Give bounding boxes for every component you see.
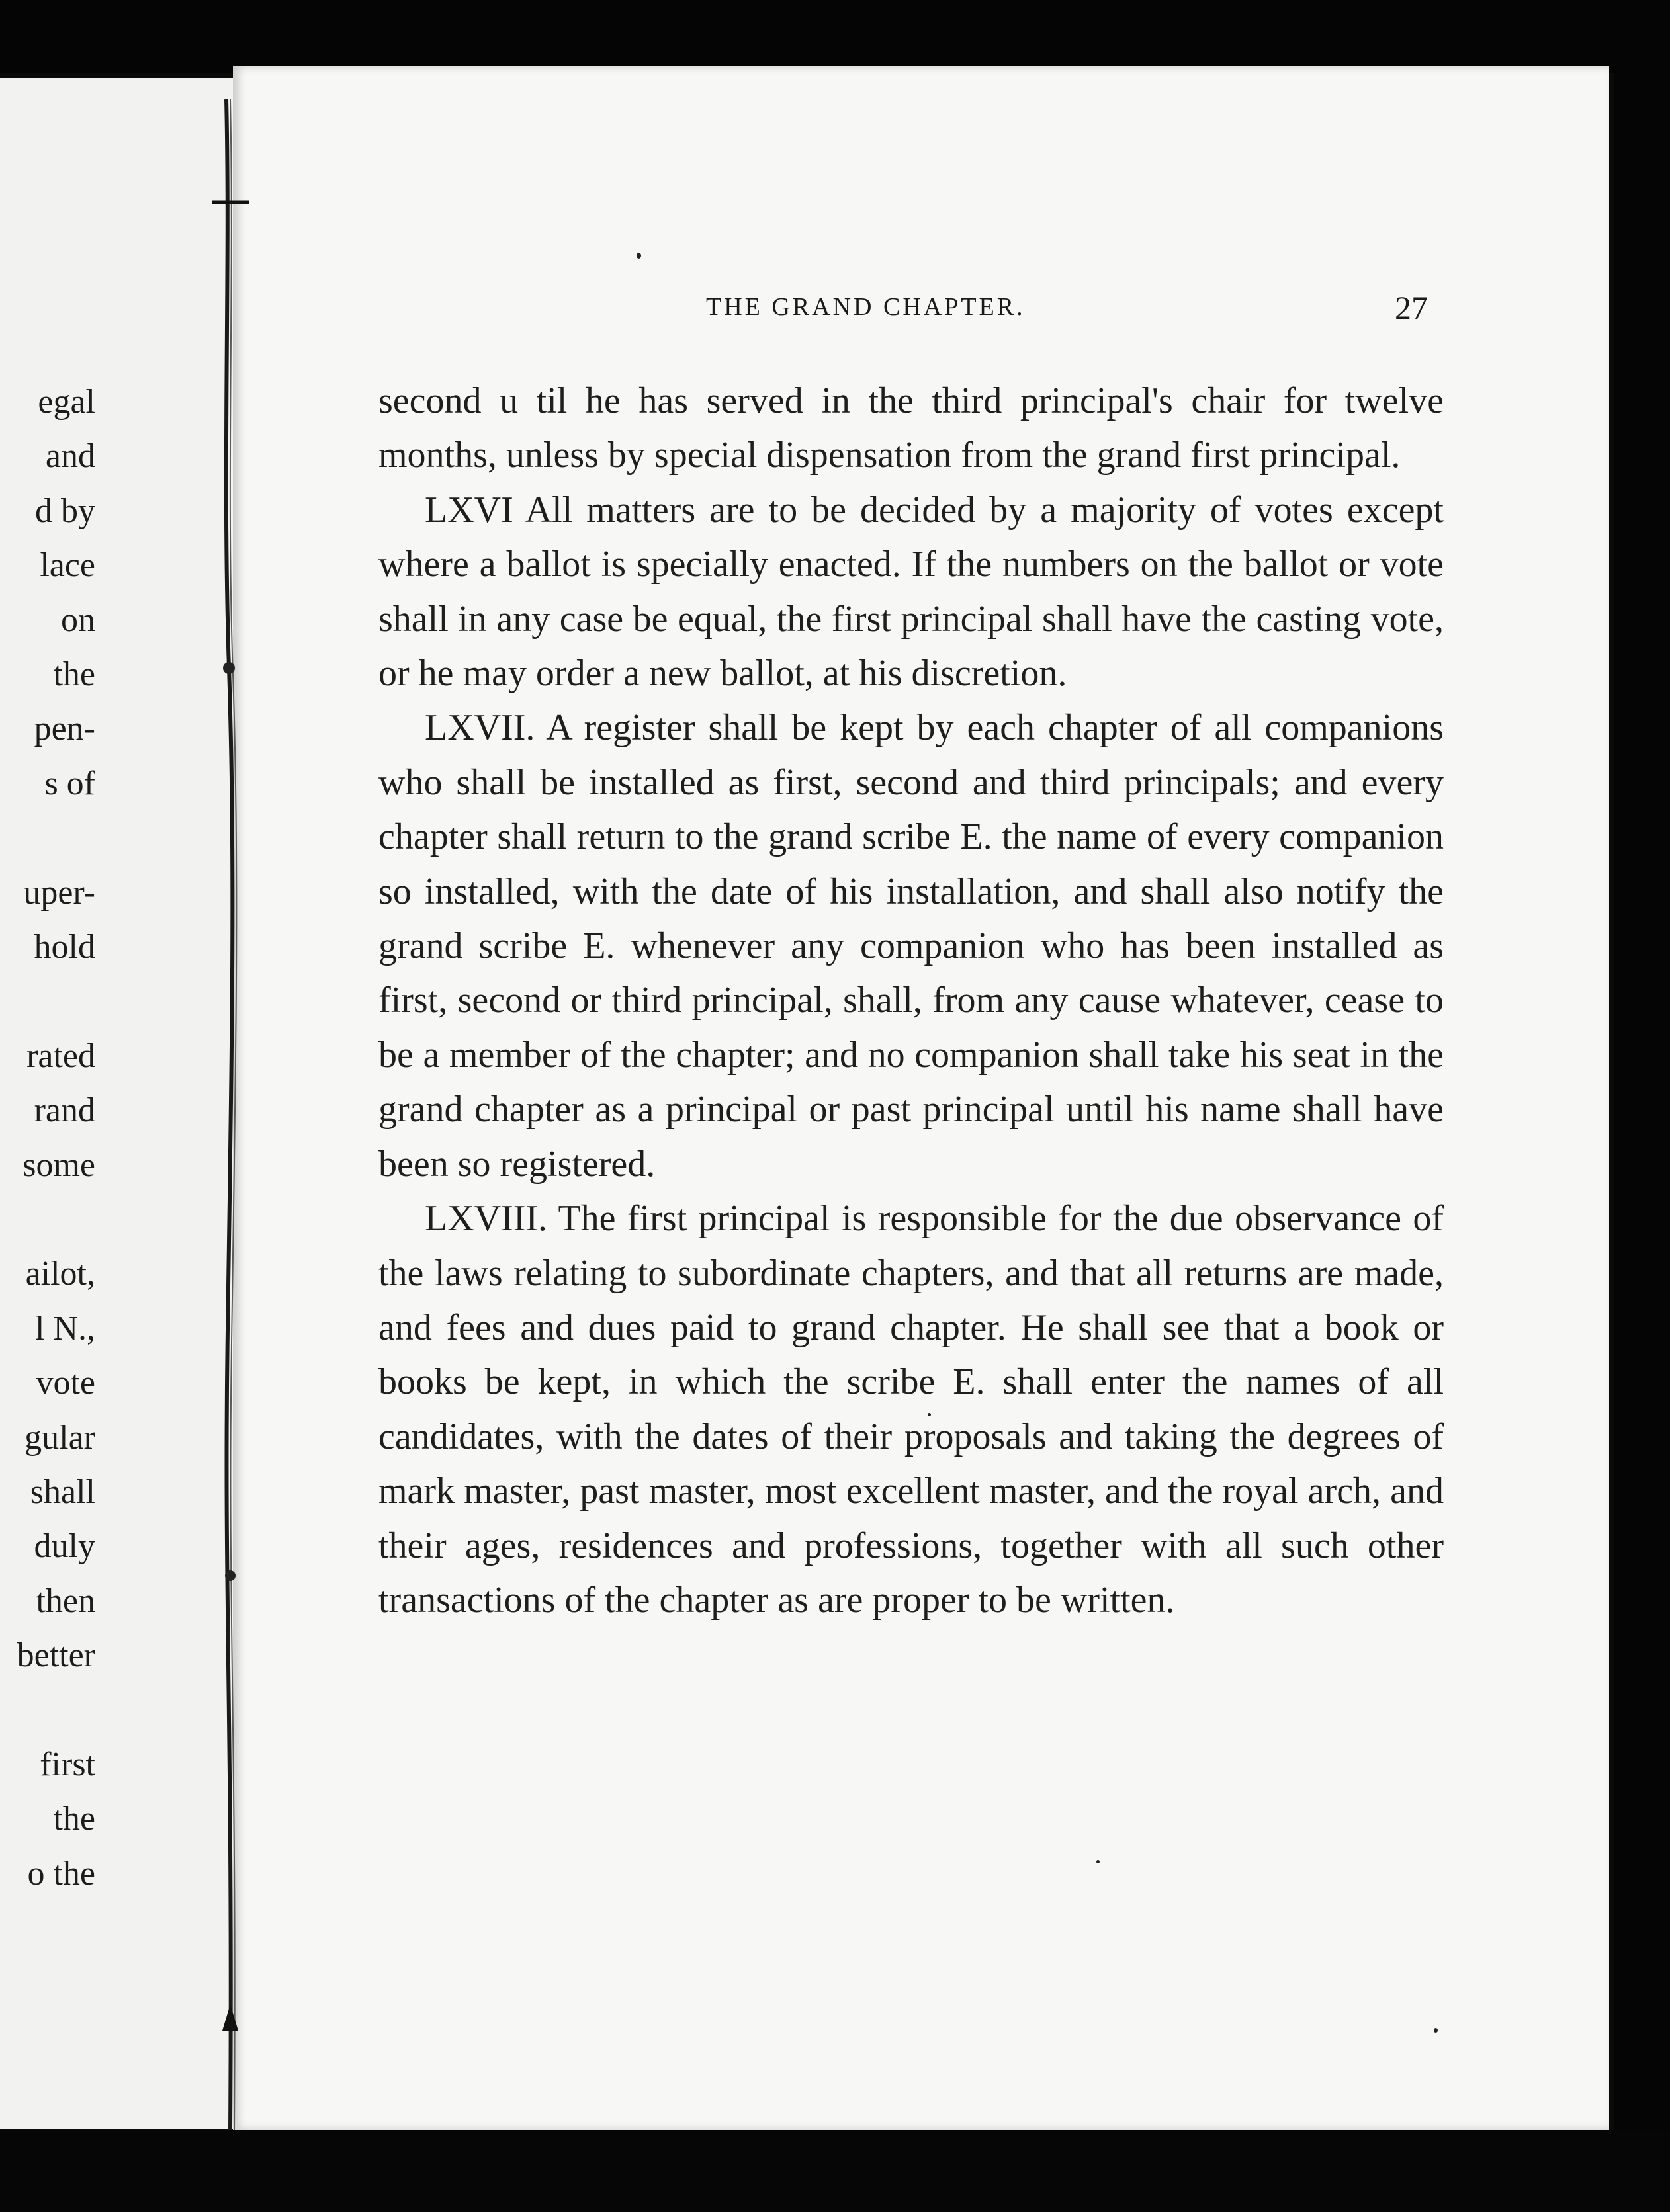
left-page-line-fragment: o the: [27, 1854, 95, 1893]
ink-speck: [1096, 1860, 1100, 1863]
left-page-line-fragment: shall: [30, 1473, 95, 1511]
left-page-line-fragment: vote: [36, 1364, 95, 1402]
paragraph-continued: second u til he has served in the third principal's chair for twelve months, unless by special dispensation from the grand first principal.: [378, 380, 1444, 476]
paragraph-lxvi: LXVI All matters are to be decided by a majority of votes except where a ballot is specially enacted. If the numbers on the ballot or vote shall in any case be equal, the first principal shall have the casting vote, or he may order a new ballot, at his discretion.: [378, 489, 1444, 695]
left-page-line-fragment: egal: [38, 383, 95, 421]
left-page-line-fragment: the: [53, 1800, 95, 1838]
left-page-line-fragment: lace: [40, 546, 95, 585]
paragraph-lxvii: LXVII. A register shall be kept by each chapter of all companions who shall be installed as first, second and third principals; and every chapter shall return to the grand scribe E. the name of every companion so installed, with the date of his installation, and shall also notify the grand scribe E. whenever any companion who has been installed as first, second or third principal, shall, from any cause whatever, cease to be a member of the chapter; and no companion shall take his seat in the grand chapter as a principal or past principal until his name shall have been so registered.: [378, 707, 1444, 1185]
left-page-line-fragment: gular: [24, 1418, 95, 1457]
left-page-line-fragment: and: [45, 437, 95, 476]
left-page-line-fragment: better: [17, 1637, 95, 1675]
left-page-line-fragment: rated: [26, 1037, 95, 1075]
left-page-line-fragment: ailot,: [25, 1255, 95, 1293]
page-number: 27: [1395, 289, 1428, 326]
running-head: THE GRAND CHAPTER.: [706, 293, 1026, 321]
ink-speck: [637, 253, 641, 259]
left-page-line-fragment: l N.,: [35, 1309, 95, 1347]
ink-speck: [1434, 2028, 1438, 2033]
left-page-line-fragment: first: [40, 1746, 95, 1783]
left-page-line-fragment: pen-: [34, 710, 95, 748]
left-page-line-fragment: d by: [35, 491, 95, 530]
left-page-line-fragment: uper-: [23, 873, 95, 912]
left-page-line-fragment: hold: [34, 928, 95, 966]
body-text: [378, 374, 1444, 1627]
left-page-line-fragment: on: [61, 601, 95, 639]
left-facing-page: [0, 78, 233, 2129]
left-page-line-fragment: rand: [34, 1091, 95, 1130]
left-page-line-fragment: the: [53, 656, 95, 693]
left-page-line-fragment: s of: [44, 764, 95, 802]
paragraph-lxviii: LXVIII. The first principal is responsible for the due observance of the laws relating to subordinate chapters, and that all returns are made, and fees and dues paid to grand chapter. He shall see that a book or books be kept, in which the scribe E. shall enter the names of all candidates, with the dates of their proposals and taking the degrees of mark master, past master, most excellent master, and the royal arch, and their ages, residences and professions, together with all such other transactions of the chapter as are proper to be written.: [378, 1198, 1444, 1621]
scan-border-right: [1614, 0, 1670, 2212]
left-page-line-fragment: duly: [34, 1527, 95, 1566]
left-page-line-fragment: some: [22, 1146, 95, 1184]
scan-border-top: [0, 0, 1670, 73]
scan-border-bottom: [0, 2130, 1670, 2212]
left-page-line-fragment: then: [36, 1582, 95, 1620]
binding-thread: [210, 73, 250, 2137]
